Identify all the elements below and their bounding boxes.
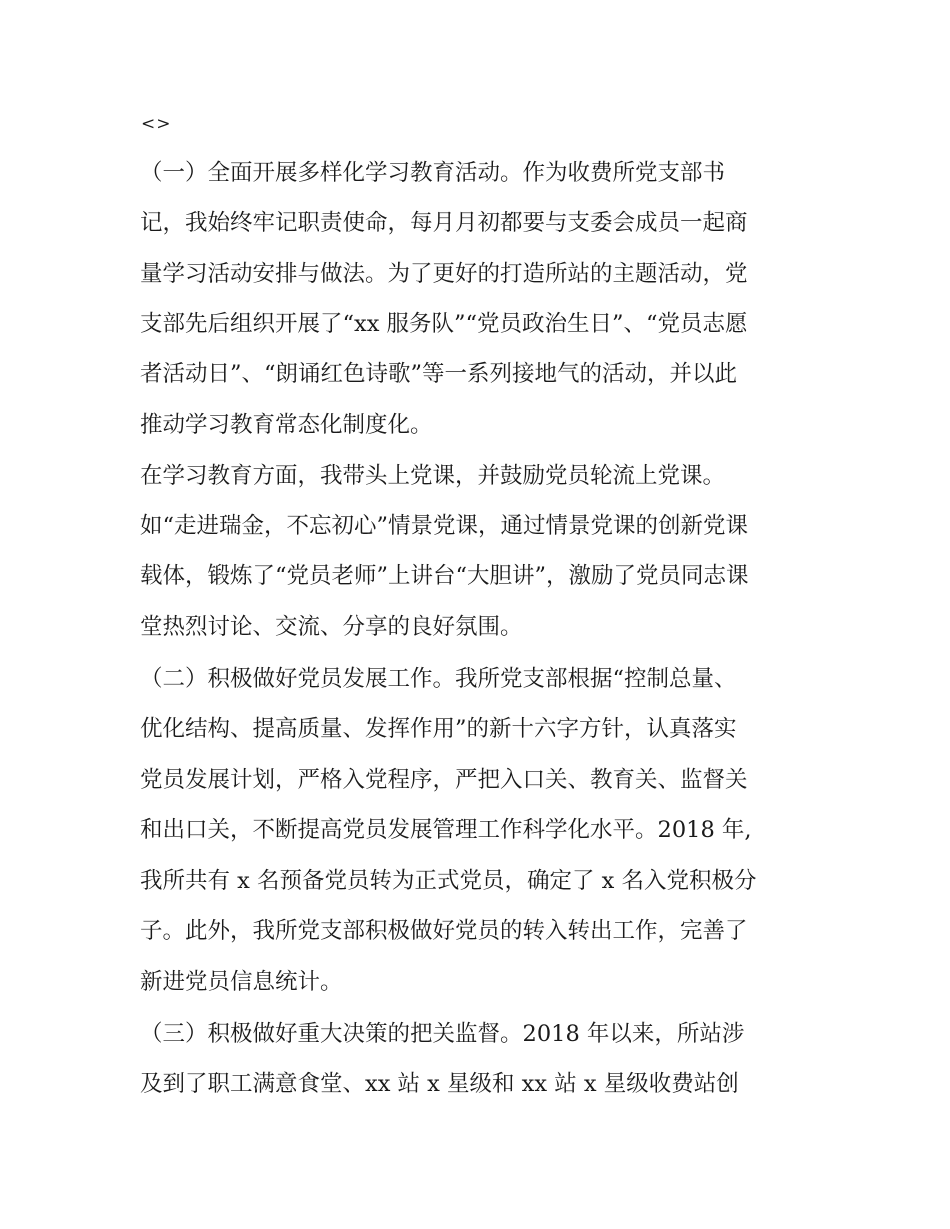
page-marker: <> — [141, 114, 172, 134]
text-line: 我所共有 x 名预备党员转为正式党员，确定了 x 名入党积极分 — [140, 868, 757, 894]
text-line: 者活动日”、“朗诵红色诗歌”等一系列接地气的活动，并以此 — [140, 361, 738, 387]
text-line: 载体，锻炼了“党员老师”上讲台“大胆讲”，激励了党员同志课 — [140, 563, 749, 589]
text-line: （一）全面开展多样化学习教育活动。作为收费所党支部书 — [140, 160, 726, 186]
text-line: 和出口关，不断提高党员发展管理工作科学化水平。2018 年, — [140, 817, 752, 843]
text-line: （三）积极做好重大决策的把关监督。2018 年以来，所站涉 — [140, 1021, 745, 1047]
text-line: 量学习活动安排与做法。为了更好的打造所站的主题活动，党 — [140, 261, 748, 287]
text-line: 新进党员信息统计。 — [140, 969, 343, 995]
text-line: 及到了职工满意食堂、xx 站 x 星级和 xx 站 x 星级收费站创 — [140, 1071, 739, 1097]
text-line: 支部先后组织开展了“xx 服务队”“党员政治生日”、“党员志愿 — [140, 311, 748, 337]
text-line: 记，我始终牢记职责使命，每月月初都要与支委会成员一起商 — [140, 210, 748, 236]
text-line: 党员发展计划，严格入党程序，严把入口关、教育关、监督关 — [140, 767, 748, 793]
text-line: 优化结构、提高质量、发挥作用”的新十六字方针，认真落实 — [140, 716, 737, 742]
text-line: 堂热烈讨论、交流、分享的良好氛围。 — [140, 614, 523, 640]
text-line: 子。此外，我所党支部积极做好党员的转入转出工作，完善了 — [140, 918, 748, 944]
text-line: 推动学习教育常态化制度化。 — [140, 412, 433, 438]
text-line: （二）积极做好党员发展工作。我所党支部根据“控制总量、 — [140, 666, 737, 692]
text-line: 如“走进瑞金，不忘初心”情景党课，通过情景党课的创新党课 — [140, 513, 749, 539]
text-line: 在学习教育方面，我带头上党课，并鼓励党员轮流上党课。 — [140, 463, 726, 489]
